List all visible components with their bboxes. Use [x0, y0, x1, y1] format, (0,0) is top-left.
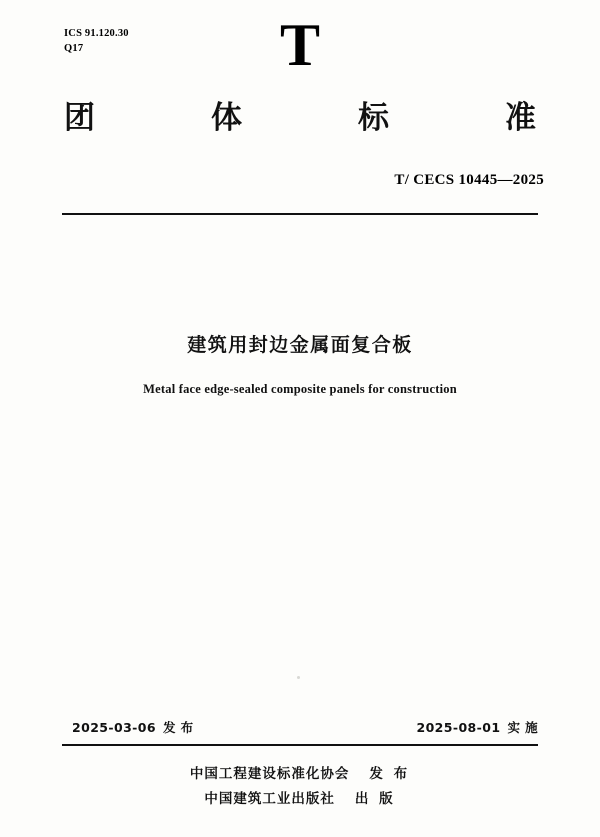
series-title-group [64, 98, 536, 138]
ics-code: ICS 91.120.30 [64, 28, 129, 39]
publisher-row-2 [0, 787, 600, 812]
publisher-role-publish: 出 版 [354, 791, 396, 807]
series-char-3: 标 [358, 100, 389, 136]
effective-date: 2025-08-01 [416, 720, 501, 735]
standard-number: T/ CECS 10445—2025 [394, 172, 544, 188]
center-registration-dot [297, 676, 300, 679]
cecs-t-logo: T [279, 12, 321, 78]
issue-date-group [72, 718, 194, 736]
bottom-divider-rule [62, 744, 538, 746]
document-title-chinese: 建筑用封边金属面复合板 [187, 334, 413, 356]
publisher-row-1 [0, 762, 600, 787]
series-char-4: 准 [505, 100, 536, 136]
ccs-code: Q17 [64, 43, 84, 54]
series-char-1: 团 [64, 100, 95, 136]
effective-date-group [416, 718, 538, 736]
issue-date: 2025-03-06 [72, 720, 156, 735]
publisher-name-association: 中国工程建设标准化协会 [189, 766, 350, 782]
publisher-name-press: 中国建筑工业出版社 [204, 791, 335, 807]
publisher-role-issue: 发 布 [369, 766, 411, 782]
document-title-english: Metal face edge-sealed composite panels for construction [143, 382, 457, 396]
publisher-block [0, 762, 600, 812]
issue-date-label: 发 布 [162, 720, 194, 735]
series-char-2: 体 [211, 100, 242, 136]
effective-date-label: 实 施 [507, 720, 538, 735]
top-divider-rule [62, 213, 538, 215]
